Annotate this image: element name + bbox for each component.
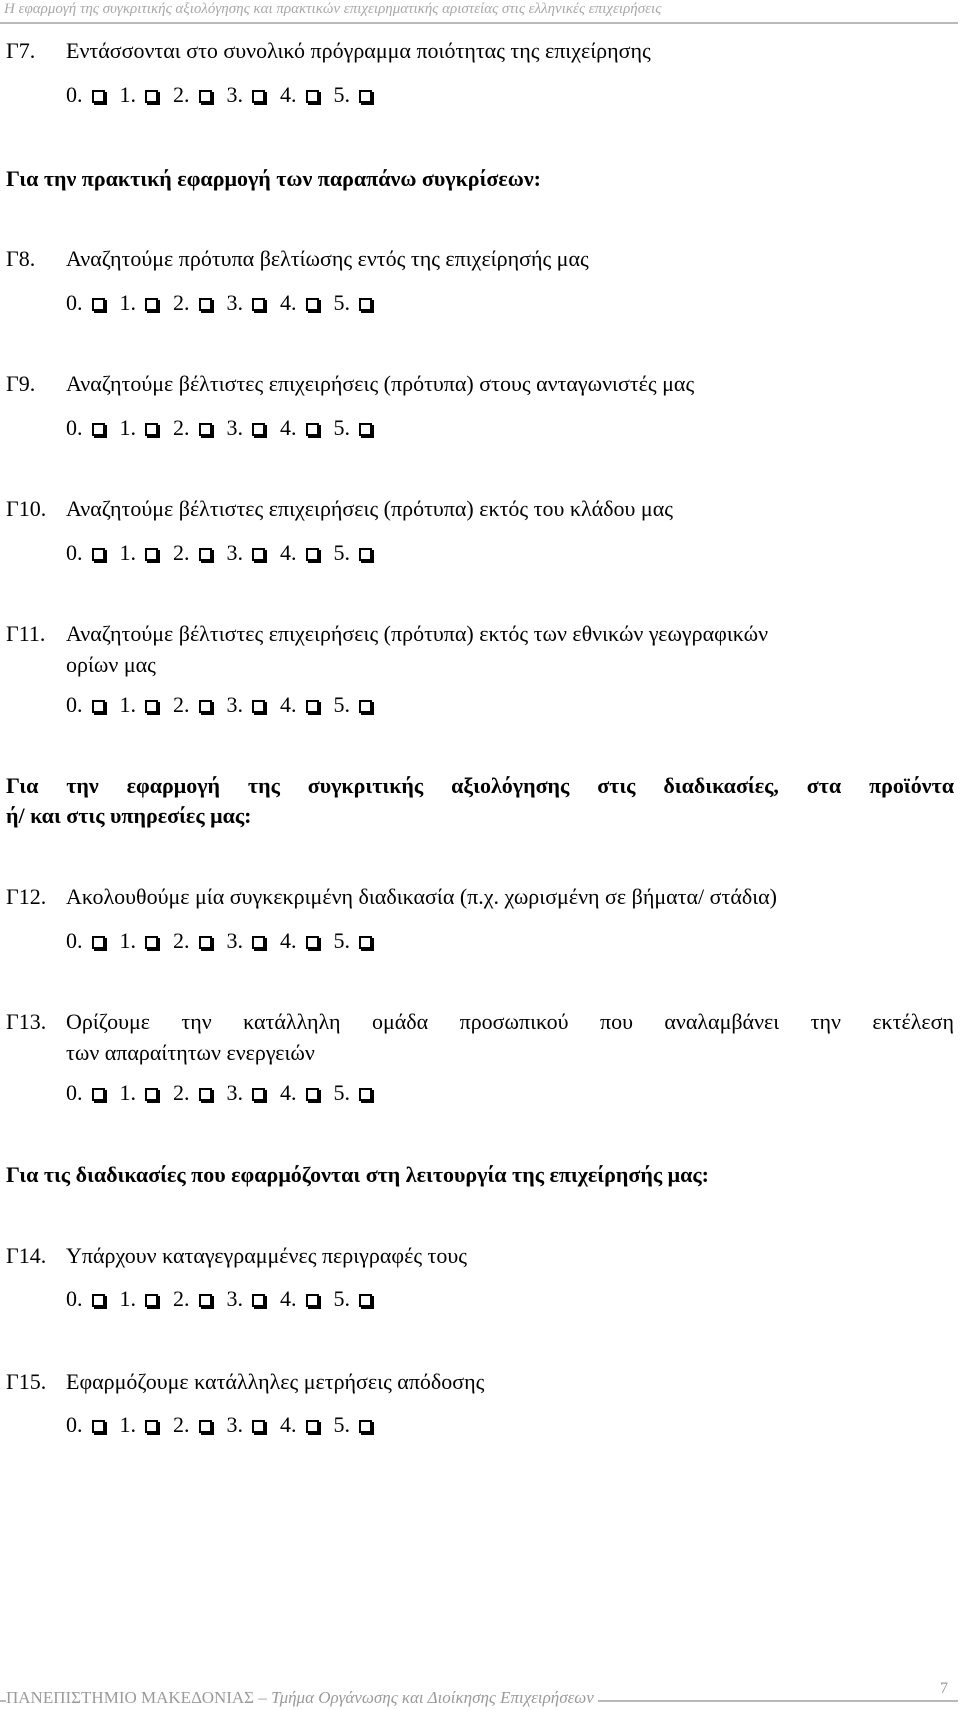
rating-option-0[interactable]: 0. [66,1080,105,1106]
rating-option-1[interactable]: 1. [120,1286,159,1312]
checkbox-icon[interactable] [92,1420,105,1433]
checkbox-icon[interactable] [252,1088,265,1101]
checkbox-icon[interactable] [145,548,158,561]
checkbox-icon[interactable] [199,1294,212,1307]
question-text: Αναζητούμε βέλτιστες επιχειρήσεις (πρότυπα) στους ανταγωνιστές μας [66,371,695,396]
rating-option-4[interactable]: 4. [280,1412,319,1438]
checkbox-icon[interactable] [252,90,265,103]
header-title: Η εφαρμογή της συγκριτικής αξιολόγησης και πρακτικών επιχειρηματικής αριστείας στις ελληνικές επιχειρήσεις [4,1,662,17]
checkbox-icon[interactable] [199,298,212,311]
checkbox-icon[interactable] [306,1420,319,1433]
rating-scale-g14 [66,1286,387,1312]
rating-scale-g13 [66,1080,387,1106]
footer-department: Τμήμα Οργάνωσης και Διοίκησης Επιχειρήσεων [271,1688,594,1707]
checkbox-icon[interactable] [359,548,372,561]
checkbox-icon[interactable] [252,423,265,436]
rating-option-0[interactable]: 0. [66,415,105,441]
rating-option-0[interactable]: 0. [66,1412,105,1438]
checkbox-icon[interactable] [199,700,212,713]
rating-option-4[interactable]: 4. [280,928,319,954]
rating-scale-g8 [66,290,387,316]
rating-option-3[interactable]: 3. [227,928,266,954]
checkbox-icon[interactable] [252,298,265,311]
rating-option-0[interactable]: 0. [66,1286,105,1312]
rating-option-1[interactable]: 1. [120,692,159,718]
rating-option-2[interactable]: 2. [173,928,212,954]
checkbox-icon[interactable] [359,700,372,713]
question-text-line2: των απαραίτητων ενεργειών [66,1040,315,1065]
checkbox-icon[interactable] [306,1088,319,1101]
checkbox-icon[interactable] [306,936,319,949]
question-number: Γ15. [6,1369,47,1394]
rating-option-3[interactable]: 3. [227,692,266,718]
rating-option-0[interactable]: 0. [66,692,105,718]
rating-option-5[interactable]: 5. [334,82,373,108]
checkbox-icon[interactable] [306,423,319,436]
rating-option-4[interactable]: 4. [280,1286,319,1312]
rating-option-5[interactable]: 5. [334,928,373,954]
rating-scale-g9 [66,415,387,441]
checkbox-icon[interactable] [199,1088,212,1101]
question-number: Γ8. [6,246,36,271]
rating-scale-g12 [66,928,387,954]
rating-option-3[interactable]: 3. [227,415,266,441]
checkbox-icon[interactable] [252,548,265,561]
rating-option-4[interactable]: 4. [280,1080,319,1106]
rating-option-5[interactable]: 5. [334,290,373,316]
footer-university: ΠΑΝΕΠΙΣΤΗΜΙΟ ΜΑΚΕΔΟΝΙΑΣ – [6,1688,272,1707]
checkbox-icon[interactable] [145,298,158,311]
question-text: Ορίζουμε την κατάλληλη ομάδα προσωπικού που αναλαμβάνει την εκτέλεση [66,1009,954,1034]
checkbox-icon[interactable] [92,1088,105,1101]
page-number: 7 [940,1680,948,1697]
checkbox-icon[interactable] [252,1420,265,1433]
checkbox-icon[interactable] [92,700,105,713]
checkbox-icon[interactable] [92,1294,105,1307]
question-number: Γ12. [6,884,47,909]
question-text-line2: ορίων μας [66,652,156,677]
checkbox-icon[interactable] [145,1420,158,1433]
checkbox-icon[interactable] [199,936,212,949]
question-number: Γ10. [6,496,47,521]
rating-option-4[interactable]: 4. [280,692,319,718]
rating-option-5[interactable]: 5. [334,540,373,566]
question-text: Εντάσσονται στο συνολικό πρόγραμμα ποιότητας της επιχείρησης [66,38,651,63]
checkbox-icon[interactable] [252,700,265,713]
checkbox-icon[interactable] [252,1294,265,1307]
question-number: Γ14. [6,1243,47,1268]
rating-option-5[interactable]: 5. [334,1412,373,1438]
checkbox-icon[interactable] [359,936,372,949]
rating-option-4[interactable]: 4. [280,540,319,566]
rating-option-2[interactable]: 2. [173,692,212,718]
rating-option-0[interactable]: 0. [66,82,105,108]
section-heading-processes: Για τις διαδικασίες που εφαρμόζονται στη λειτουργία της επιχείρησής μας: [6,1162,709,1187]
question-text: Εφαρμόζουμε κατάλληλες μετρήσεις απόδοσης [66,1369,485,1394]
rating-scale-g10 [66,540,387,566]
rating-option-5[interactable]: 5. [334,415,373,441]
checkbox-icon[interactable] [199,1420,212,1433]
checkbox-icon[interactable] [359,298,372,311]
rating-scale-g11 [66,692,387,718]
checkbox-icon[interactable] [359,1420,372,1433]
rating-option-4[interactable]: 4. [280,415,319,441]
rating-option-2[interactable]: 2. [173,1080,212,1106]
checkbox-icon[interactable] [252,936,265,949]
checkbox-icon[interactable] [306,298,319,311]
checkbox-icon[interactable] [199,90,212,103]
question-text: Ακολουθούμε μία συγκεκριμένη διαδικασία (π.χ. χωρισμένη σε βήματα/ στάδια) [66,884,778,909]
checkbox-icon[interactable] [145,1294,158,1307]
rating-option-1[interactable]: 1. [120,82,159,108]
rating-option-2[interactable]: 2. [173,540,212,566]
question-text: Αναζητούμε βέλτιστες επιχειρήσεις (πρότυπα) εκτός των εθνικών γεωγραφικών [66,621,769,646]
checkbox-icon[interactable] [306,548,319,561]
rating-option-1[interactable]: 1. [120,290,159,316]
rating-option-1[interactable]: 1. [120,1412,159,1438]
rating-option-5[interactable]: 5. [334,1286,373,1312]
rating-option-0[interactable]: 0. [66,928,105,954]
checkbox-icon[interactable] [92,90,105,103]
checkbox-icon[interactable] [145,700,158,713]
question-number: Γ7. [6,38,36,63]
rating-option-0[interactable]: 0. [66,540,105,566]
rating-option-4[interactable]: 4. [280,82,319,108]
checkbox-icon[interactable] [92,423,105,436]
rating-option-5[interactable]: 5. [334,1080,373,1106]
rating-option-0[interactable]: 0. [66,290,105,316]
checkbox-icon[interactable] [306,1294,319,1307]
checkbox-icon[interactable] [92,298,105,311]
rating-option-1[interactable]: 1. [120,928,159,954]
rating-option-3[interactable]: 3. [227,1080,266,1106]
question-number: Γ9. [6,371,36,396]
checkbox-icon[interactable] [199,423,212,436]
rating-option-2[interactable]: 2. [173,1412,212,1438]
checkbox-icon[interactable] [145,936,158,949]
checkbox-icon[interactable] [359,1088,372,1101]
question-text: Αναζητούμε πρότυπα βελτίωσης εντός της επιχείρησής μας [66,246,589,271]
rating-option-3[interactable]: 3. [227,1286,266,1312]
checkbox-icon[interactable] [359,90,372,103]
section-heading-practical: Για την πρακτική εφαρμογή των παραπάνω συγκρίσεων: [6,166,541,191]
footer-institution [6,1688,598,1708]
rating-option-2[interactable]: 2. [173,290,212,316]
question-text: Υπάρχουν καταγεγραμμένες περιγραφές τους [66,1243,468,1268]
section-heading-application-line2: ή/ και στις υπηρεσίες μας: [6,803,252,828]
rating-option-3[interactable]: 3. [227,82,266,108]
checkbox-icon[interactable] [145,423,158,436]
question-number: Γ13. [6,1009,47,1034]
checkbox-icon[interactable] [145,1088,158,1101]
checkbox-icon[interactable] [306,700,319,713]
checkbox-icon[interactable] [359,423,372,436]
question-text: Αναζητούμε βέλτιστες επιχειρήσεις (πρότυπα) εκτός του κλάδου μας [66,496,673,521]
checkbox-icon[interactable] [145,90,158,103]
rating-option-3[interactable]: 3. [227,1412,266,1438]
rating-option-3[interactable]: 3. [227,290,266,316]
section-heading-application: Για την εφαρμογή της συγκριτικής αξιολόγησης στις διαδικασίες, στα προϊόντα [6,773,954,798]
rating-option-5[interactable]: 5. [334,692,373,718]
rating-option-2[interactable]: 2. [173,1286,212,1312]
rating-scale-g15 [66,1412,387,1438]
checkbox-icon[interactable] [92,936,105,949]
checkbox-icon[interactable] [359,1294,372,1307]
rating-option-3[interactable]: 3. [227,540,266,566]
rating-option-2[interactable]: 2. [173,82,212,108]
rating-option-1[interactable]: 1. [120,540,159,566]
rating-option-4[interactable]: 4. [280,290,319,316]
rating-scale-g7 [66,82,387,108]
rating-option-1[interactable]: 1. [120,415,159,441]
question-number: Γ11. [6,621,46,646]
rating-option-2[interactable]: 2. [173,415,212,441]
checkbox-icon[interactable] [199,548,212,561]
checkbox-icon[interactable] [92,548,105,561]
rating-option-1[interactable]: 1. [120,1080,159,1106]
checkbox-icon[interactable] [306,90,319,103]
